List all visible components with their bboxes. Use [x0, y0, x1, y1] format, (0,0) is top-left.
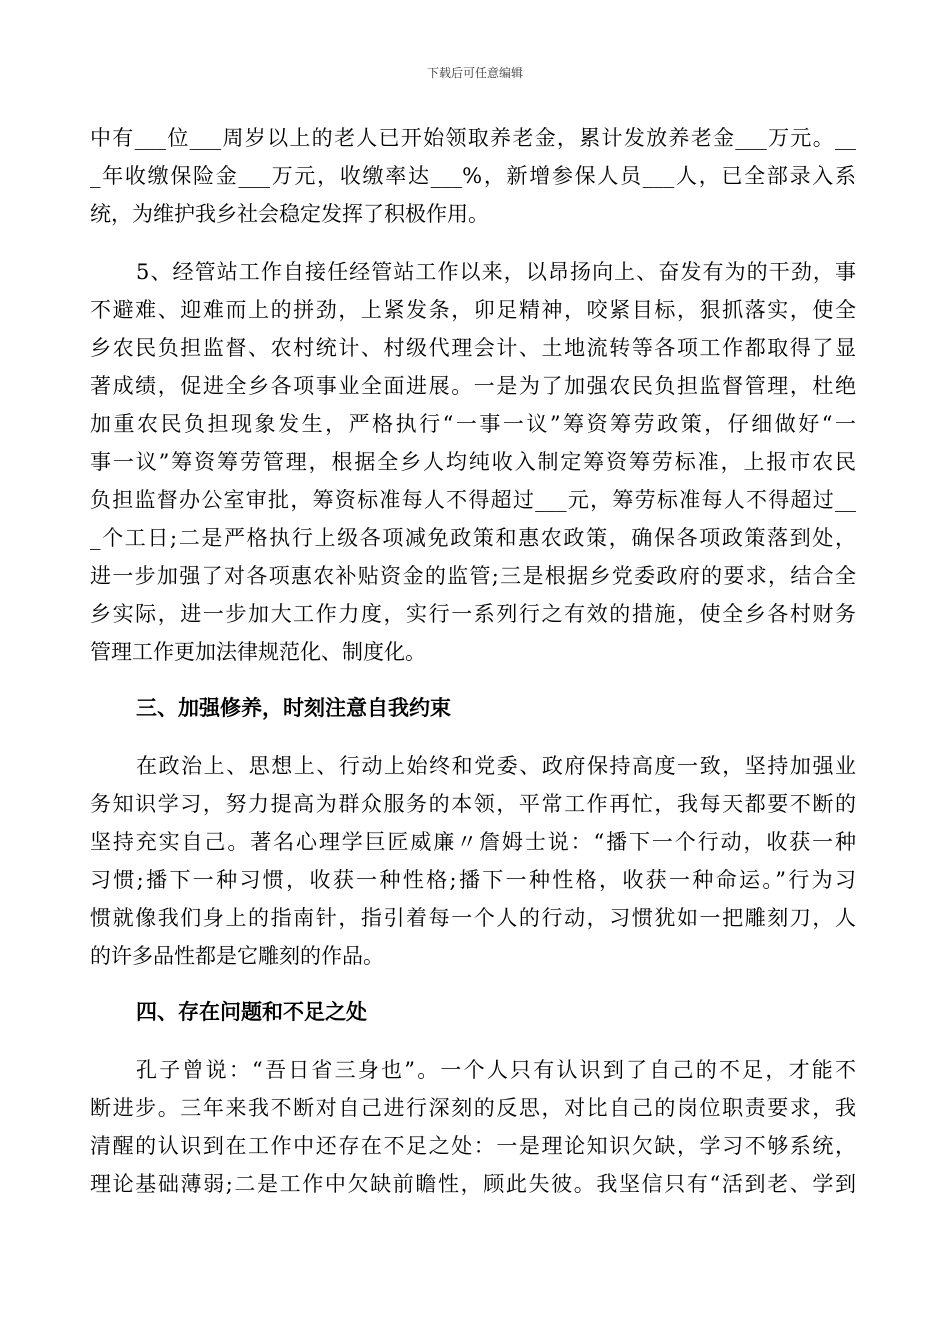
paragraph-line: 在政治上、思想上、行动上始终和党委、政府保持高度一致，坚持加强业	[136, 754, 856, 778]
paragraph-line: 乡实际，进一步加大工作力度，实行一系列行之有效的措施，使全乡各村财务	[90, 602, 856, 626]
paragraph-line: 孔子曾说：“吾日省三身也”。一个人只有认识到了自己的不足，才能不	[136, 1058, 856, 1082]
paragraph-line: 习惯;播下一种习惯，收获一种性格;播下一种性格，收获一种命运。”行为习	[90, 868, 856, 892]
paragraph-line: 加重农民负担现象发生，严格执行“一事一议”筹资筹劳政策，仔细做好“一	[90, 412, 856, 436]
paragraph-line: 乡农民负担监督、农村统计、村级代理会计、土地流转等各项工作都取得了显	[90, 336, 856, 360]
paragraph-line: 中有___位___周岁以上的老人已开始领取养老金，累计发放养老金___万元。__	[90, 126, 856, 150]
paragraph-line: 著成绩，促进全乡各项事业全面进展。一是为了加强农民负担监督管理，杜绝	[90, 374, 856, 398]
paragraph-line: 理论基础薄弱;二是工作中欠缺前瞻性，顾此失彼。我坚信只有“活到老、学到	[90, 1172, 856, 1196]
section-heading: 三、加强修养，时刻注意自我约束	[136, 696, 451, 720]
paragraph-line: _个工日;二是严格执行上级各项减免政策和惠农政策，确保各项政策落到处，	[90, 526, 856, 550]
page-header: 下载后可任意编辑	[426, 66, 523, 80]
paragraph-line: 负担监督办公室审批，筹资标准每人不得超过___元，筹劳标准每人不得超过__	[90, 488, 856, 512]
paragraph-line: 管理工作更加法律规范化、制度化。	[90, 640, 426, 664]
paragraph-line: 的许多品性都是它雕刻的作品。	[90, 944, 384, 968]
paragraph-line: 务知识学习，努力提高为群众服务的本领，平常工作再忙，我每天都要不断的	[90, 792, 856, 816]
paragraph-line: 事一议”筹资筹劳管理，根据全乡人均纯收入制定筹资筹劳标准，上报市农民	[90, 450, 856, 474]
paragraph-line: 惯就像我们身上的指南针，指引着每一个人的行动，习惯犹如一把雕刻刀，人	[90, 906, 856, 930]
paragraph-line: 不避难、迎难而上的拼劲，上紧发条，卯足精神，咬紧目标，狠抓落实，使全	[90, 298, 856, 322]
paragraph-line: 清醒的认识到在工作中还存在不足之处：一是理论知识欠缺，学习不够系统，	[90, 1134, 856, 1158]
paragraph-line: 5、经管站工作自接任经管站工作以来，以昂扬向上、奋发有为的干劲，事	[136, 260, 856, 284]
paragraph-line: 统，为维护我乡社会稳定发挥了积极作用。	[90, 202, 489, 226]
paragraph-line: _年收缴保险金___万元，收缴率达___%，新增参保人员___人，已全部录入系	[90, 164, 856, 188]
paragraph-line: 进一步加强了对各项惠农补贴资金的监管;三是根据乡党委政府的要求，结合全	[90, 564, 856, 588]
section-heading: 四、存在问题和不足之处	[136, 1000, 367, 1024]
paragraph-line: 坚持充实自己。著名心理学巨匠威廉〃詹姆士说：“播下一个行动，收获一种	[90, 830, 856, 854]
paragraph-line: 断进步。三年来我不断对自己进行深刻的反思，对比自己的岗位职责要求，我	[90, 1096, 856, 1120]
